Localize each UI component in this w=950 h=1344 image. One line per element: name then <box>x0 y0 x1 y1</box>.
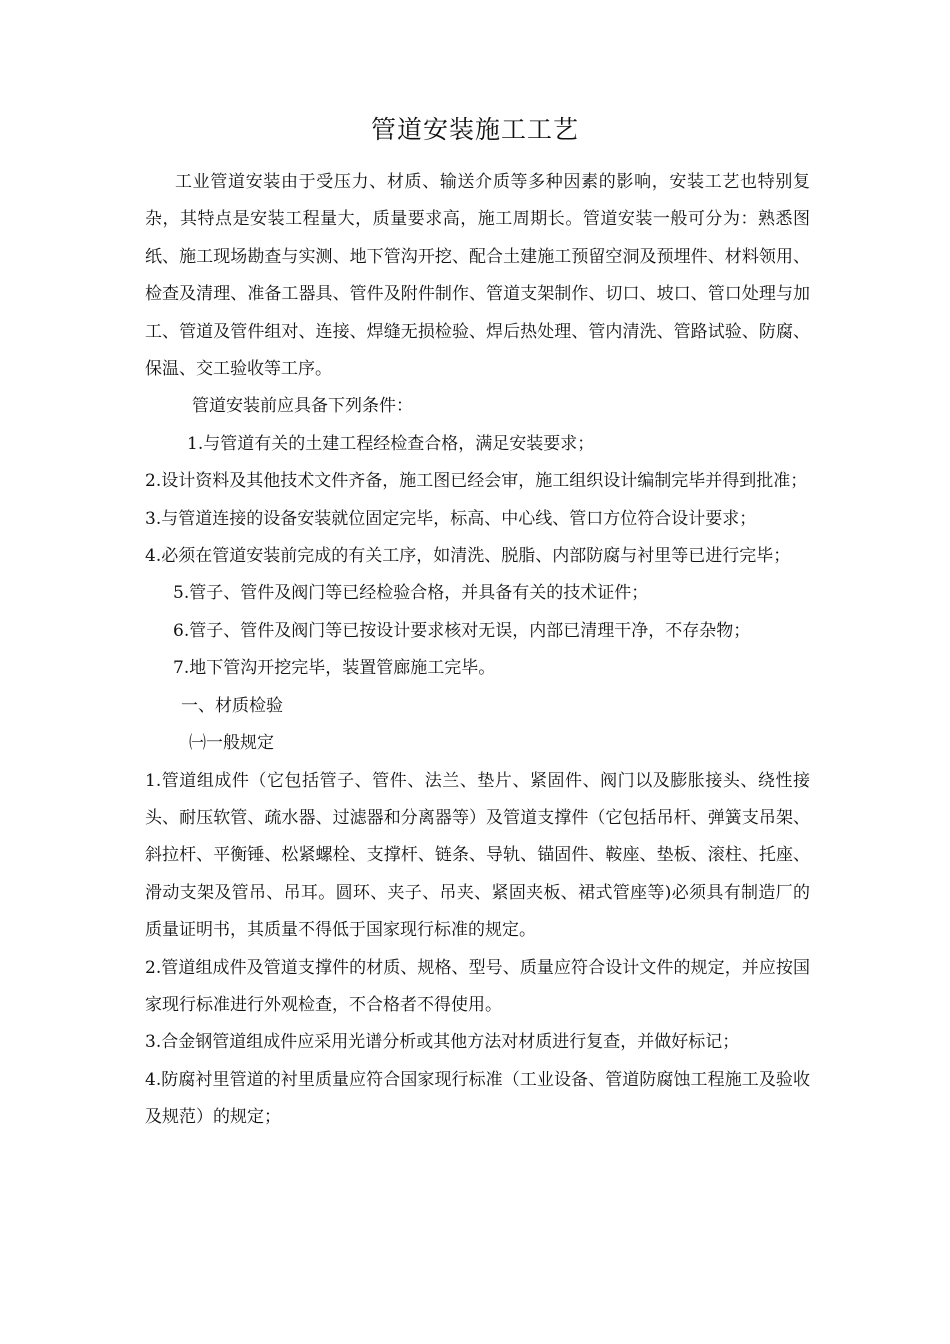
conditions-heading: 管道安装前应具备下列条件： <box>192 396 413 417</box>
document-body <box>145 164 810 1137</box>
section-heading: 一、材质检验 <box>181 695 283 716</box>
rule-item-3: 3.合金钢管道组成件应采用光谱分析或其他方法对材质进行复查，并做好标记； <box>145 1032 740 1053</box>
rule-item-2: 2.管道组成件及管道支撑件的材质、规格、型号、质量应符合设计文件的规定，并应按国家现行标准进行外观检查，不合格者不得使用。 <box>145 957 810 1015</box>
condition-item-7: 7.地下管沟开挖完毕，装置管廊施工完毕。 <box>173 658 496 679</box>
rule-item-4: 4.防腐衬里管道的衬里质量应符合国家现行标准（工业设备、管道防腐蚀工程施工及验收及规范）的规定； <box>145 1069 810 1128</box>
condition-item-3: 3.与管道连接的设备安装就位固定完毕，标高、中心线、管口方位符合设计要求； <box>145 508 757 529</box>
condition-item-5: 5.管子、管件及阀门等已经检验合格，并具备有关的技术证件； <box>173 583 649 604</box>
condition-item-4: 4.必须在管道安装前完成的有关工序，如清洗、脱脂、内部防腐与衬里等已进行完毕； <box>145 546 791 567</box>
condition-item-2: 2.设计资料及其他技术文件齐备，施工图已经会审，施工组织设计编制完毕并得到批准； <box>145 471 808 492</box>
condition-item-1: 1.与管道有关的土建工程经检查合格，满足安装要求； <box>187 433 595 454</box>
condition-item-6: 6.管子、管件及阀门等已按设计要求核对无误，内部已清理干净，不存杂物； <box>173 620 751 641</box>
rule-item-1: 1.管道组成件（它包括管子、管件、法兰、垫片、紧固件、阀门以及膨胀接头、绕性接头、耐压软管、疏水器、过滤器和分离器等）及管道支撑件（它包括吊杆、弹簧支吊架、斜拉杆、平衡锤、松紧螺栓、支撑杆、链条、导轨、锚固件、鞍座、垫板、滚柱、托座、滑动支架及管吊、吊耳。圆环、夹子、吊夹、紧固夹板、裙式管座等)必须具有制造厂的质量证明书，其质量不得低于国家现行标准的规定。 <box>145 770 810 941</box>
subsection-heading: ㈠一般规定 <box>189 733 274 754</box>
document-title: 管道安装施工工艺 <box>370 115 579 144</box>
intro-paragraph: 工业管道安装由于受压力、材质、输送介质等多种因素的影响，安装工艺也特别复杂，其特点是安装工程量大，质量要求高，施工周期长。管道安装一般可分为：熟悉图纸、施工现场勘查与实测、地下管沟开挖、配合土建施工预留空洞及预埋件、材料领用、检查及清理、准备工器具、管件及附件制作、管道支架制作、切口、坡口、管口处理与加工、管道及管件组对、连接、焊缝无损检验、焊后热处理、管内清洗、管路试验、防腐、保温、交工验收等工序。 <box>145 172 810 380</box>
